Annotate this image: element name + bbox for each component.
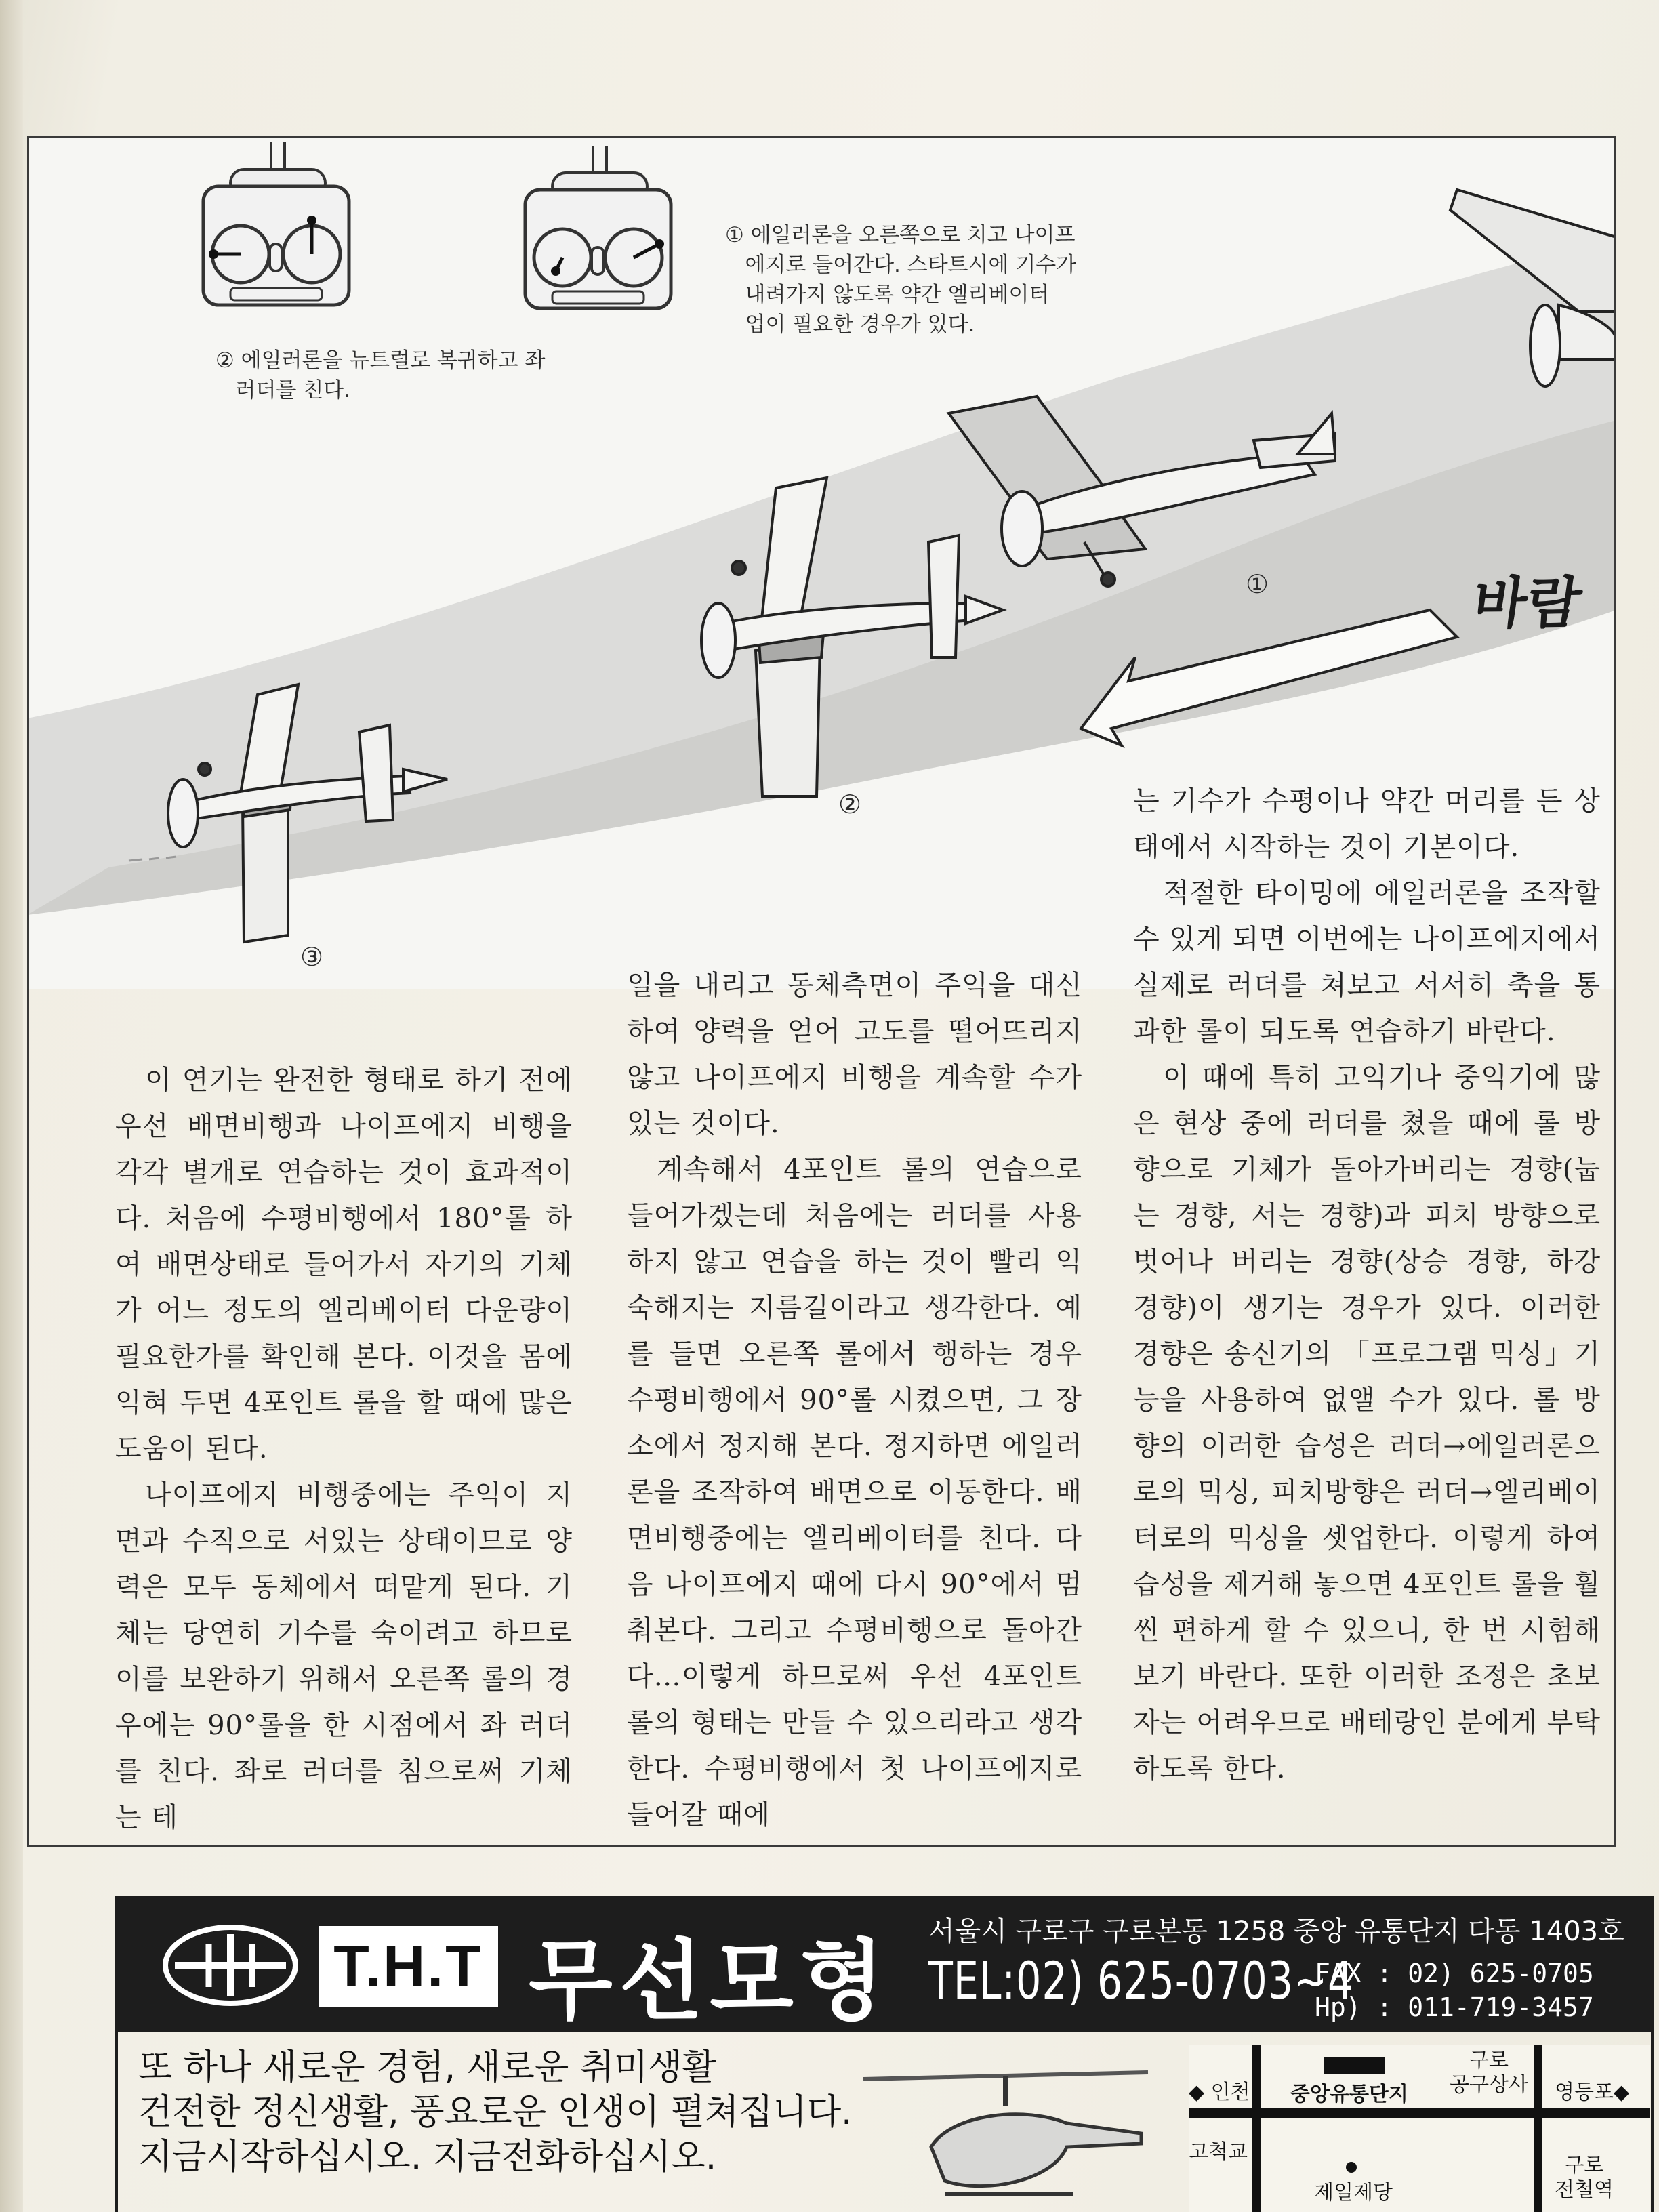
- article-column-2: [627, 962, 1082, 1838]
- map-label-yeongdeungpo: 영등포◆: [1555, 2081, 1630, 2104]
- caption-step-1: ① 에일러론을 오른쪽으로 치고 나이프 에지로 들어간다. 스타트시에 기수가 내려가지 않도록 약간 엘리베이터 업이 필요한 경우가 있다.: [725, 223, 1077, 337]
- col3-paragraph-1: 는 기수가 수평이나 약간 머리를 든 상태에서 시작하는 것이 기본이다.: [1133, 785, 1601, 863]
- plane-2-number: ②: [838, 790, 862, 819]
- store-telephone: TEL:02) 625-0703~4: [928, 1950, 1354, 2011]
- slogan-line-1: 또 하나 새로운 경험, 새로운 취미생활: [138, 2047, 716, 2088]
- store-mobile: Hp) : 011-719-3457: [1315, 1992, 1594, 2022]
- slogan-line-2: 건전한 정신생활, 풍요로운 인생이 펼쳐집니다.: [138, 2092, 853, 2133]
- col3-paragraph-3: 이 때에 특히 고익기나 중익기에 많은 현상 중에 러더를 쳤을 때에 롤 방향으로 기체가 돌아가버리는 경향(눕는 경향, 서는 경향)과 피치 방향으로 벗어나 버리는 경향(상승 경향, 하강 경향)이 생기는 경우가 있다. 이러한 경향은 송신기의 「프로그램 믹싱」기능을 사용하여 없앨 수가 있다. 롤 방향의 이러한 습성은 러더→에일러론으로의 믹싱, 피치방향은 러더→엘리베이터로의 믹싱을 셋업한다. 이렇게 하여 습성을 제거해 놓으면 4포인트 롤을 훨씬 편하게 할 수 있으니, 한 번 시험해 보기 바란다. 또한 이러한 조정은 초보자는 어려우므로 배테랑인 분에게 부탁하도록 한다.: [1133, 1062, 1601, 1784]
- caption-step-2: ② 에일러론을 뉴트럴로 복귀하고 좌 러더를 친다.: [216, 348, 546, 403]
- map-label-jeil: 제일제당: [1314, 2181, 1393, 2205]
- col1-paragraph-2: 나이프에지 비행중에는 주익이 지면과 수직으로 서있는 상태이므로 양력은 모두 동체에서 떠맡게 된다. 기체는 당연히 기수를 숙이려고 하므로 이를 보완하기 위해서 오른쪽 롤의 경우에는 90°롤을 한 시점에서 좌 러더를 친다. 좌로 러더를 침으로써 기체는 테: [115, 1479, 573, 1833]
- tht-advertisement: [115, 1896, 1654, 2212]
- col2-paragraph-1: 일을 내리고 동체측면이 주익을 대신하여 양력을 얻어 고도를 떨어뜨리지 않고 나이프에지 비행을 계속할 수가 있는 것이다.: [627, 970, 1082, 1139]
- tht-logo-text: T.H.T: [319, 1926, 498, 2007]
- plane-3-number: ③: [300, 942, 324, 972]
- ad-body: [115, 2032, 1654, 2212]
- page-gutter: [0, 0, 23, 2212]
- wind-label: 바람: [1469, 571, 1586, 636]
- location-map: [1189, 2045, 1650, 2212]
- col2-paragraph-2: 계속해서 4포인트 롤의 연습으로 들어가겠는데 처음에는 러더를 사용하지 않고 연습을 하는 것이 빨리 익숙해지는 지름길이라고 생각한다. 예를 들면 오른쪽 롤에서 행하는 경우 수평비행에서 90°롤 시켰으면, 그 장소에서 정지해 본다. 정지하면 에일러론을 조작하여 배면으로 이동한다. 배면비행중에는 엘리베이터를 친다. 다음 나이프에지 때에 다시 90°에서 멈춰본다. 그리고 수평비행으로 돌아간다…이렇게 하므로써 우선 4포인트 롤의 형태는 만들 수 있으리라고 생각한다. 수평비행에서 첫 나이프에지로 들어갈 때에: [627, 1154, 1082, 1830]
- map-label-guro-station: 구로 전철역: [1555, 2154, 1614, 2202]
- map-label-incheon: ◆ 인천: [1189, 2081, 1250, 2104]
- store-name: 무선모형: [529, 1931, 891, 2032]
- store-address: 서울시 구로구 구로본동 1258 중앙 유통단지 다동 1403호: [928, 1916, 1624, 1947]
- store-fax: FAX : 02) 625-0705: [1315, 1959, 1594, 1988]
- slogan-line-3: 지금시작하십시오. 지금전화하십시오.: [138, 2137, 717, 2177]
- article-column-1: [115, 1057, 573, 1841]
- tht-logo-icon: [163, 1925, 298, 2006]
- article-column-3: [1133, 778, 1601, 1792]
- map-label-guro-store: 구로 공구상사: [1450, 2049, 1528, 2097]
- map-label-center: 중앙유통단지: [1290, 2083, 1408, 2106]
- plane-1-number: ①: [1246, 569, 1269, 599]
- col3-paragraph-2: 적절한 타이밍에 에일러론을 조작할 수 있게 되면 이번에는 나이프에지에서 실제로 러더를 쳐보고 서서히 축을 통과한 롤이 되도록 연습하기 바란다.: [1133, 878, 1601, 1047]
- ad-header-bar: [115, 1896, 1654, 2032]
- map-label-gocheok: 고척교: [1189, 2140, 1248, 2164]
- helicopter-icon: [850, 2059, 1162, 2212]
- col1-paragraph-1: 이 연기는 완전한 형태로 하기 전에 우선 배면비행과 나이프에지 비행을 각각 별개로 연습하는 것이 효과적이다. 처음에 수평비행에서 180°롤 하여 배면상태로 들어가서 자기의 기체가 어느 정도의 엘리베이터 다운량이 필요한가를 확인해 본다. 이것을 몸에 익혀 두면 4포인트 롤을 할 때에 많은 도움이 된다.: [115, 1065, 573, 1465]
